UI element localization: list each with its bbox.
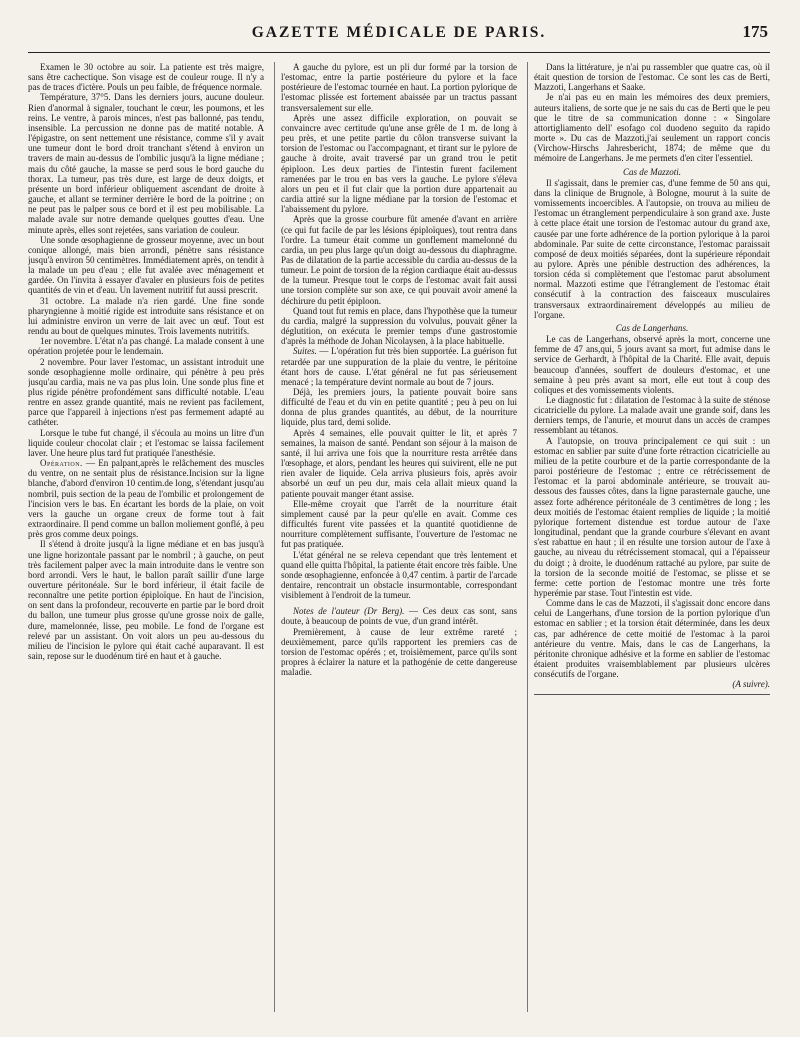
paragraph: Une sonde œsophagienne de grosseur moyenne, avec un bout conique allongé, mais bien arrondi, pénètre sans résistance jusqu'à environ 50 centimètres. Immédiatement après, on tendit à la malade un peu d'eau ; elle fut avalée avec ménagement et gardée. On l'invita à essayer d'avaler en plusieurs fois de petites quantités de vin et d'eau. Un lavement nutritif fut aussi prescrit. (28, 234, 264, 296)
paragraph: Opération. — En palpant,après le relâchement des muscles du ventre, on ne sentait plus de résistance.Incision sur la ligne blanche, d'abord d'environ 10 centim.de long, s'étendant jusqu'au nombril, puis section de la peau de l'ombilic et prolongement de l'incision vers le bas. En écartant les bords de la plaie, on voit vers la gauche un organe creux de forme tout à fait extraordinaire. Il pend comme un ballon moliement gonflé, à peu près gros comme deux poings. (28, 458, 264, 540)
paragraph-text: Ces deux cas sont, sans doute, à beaucoup de points de vue, d'un grand intérêt. (281, 606, 517, 627)
paragraph-text: L'opération fut très bien supportée. La guérison fut retardée par une suppuration de la plaie du ventre, le péritoine étant hors de cause. L'état général ne fut pas sérieusement menacé ; la température devint normale au bout de 7 jours. (281, 346, 517, 387)
paragraph: Il s'agissait, dans le premier cas, d'une femme de 50 ans qui, dans la clinique de Brugnole, à Bologne, mourut à la suite de vomissements incoercibles. A l'autopsie, on trouva au milieu de l'estomac un étranglement perpendiculaire à son grand axe. Juste à cette place était une torsion de l'estomac autour du grand axe, causée par une forte adhérence de la portion pylorique à la paroi abdominale. Par suite de cette circonstance, l'estomac paraissait composé de deux moitiés séparées, dont la supérieure répondait au pylore. Après une pénible destruction des adhérences, la torsion céda si complètement que l'estomac parut absolument normal. Mazzoti estime que l'étranglement de l'estomac était consécutif à la contraction des faisceaux musculaires transversaux extraordinairement développés au milieu de l'organe. (534, 177, 770, 320)
column-rule (274, 62, 275, 1012)
section-label-suites: Suites. (293, 346, 317, 357)
paragraph: Il s'étend à droite jusqu'à la ligne médiane et en bas jusqu'à une ligne horizontale passant par le nombril ; à gauche, on peut très facilement palper avec la main introduite dans le ventre son bord arrondi. Vers le haut, le ballon paraît saillir d'une large ouverture péritonéale. Sur le bord inférieur, il était facile de reconnaître une petite portion épiploïque. En haut de l'incision, on sent dans la profondeur, recouverte en partie par le bord droit du ballon, une tumeur plus grosse qu'une grosse noix de galle, dure, mamelonnée, lisse, peu mobile. Le fond de l'organe est relevé par un assistant. On voit alors un peu au-dessous du milieu de l'incision le pylore qui était caché auparavant. Il est sain, repose sur le duodénum tiré en haut et à gauche. (28, 539, 264, 662)
paragraph: Elle-même croyait que l'arrêt de la nourriture était simplement causé par la peur qu'elle en avait. Comme ces difficultés furent vite passées et la quantité quotidienne de nourriture complètement suffisante, l'ouverture de l'estomac ne fut pas pratiquée. (281, 498, 517, 550)
paragraph: Quand tout fut remis en place, dans l'hypothèse que la tumeur du cardia, malgré la suppression du volvulus, pouvait gêner la déglutition, on exécuta le premier temps d'une gastrostomie d'après la méthode de Johan Nicolaysen, à la place habituelle. (281, 305, 517, 347)
paragraph: Suites. — L'opération fut très bien supportée. La guérison fut retardée par une suppuration de la plaie du ventre, le péritoine étant hors de cause. L'état général ne fut pas sérieusement menacé ; la température devint normale au bout de 7 jours. (281, 346, 517, 387)
text-columns (28, 62, 770, 1027)
paragraph: Le diagnostic fut : dilatation de l'estomac à la suite de sténose cicatricielle du pylore. La malade avait une grande soif, dans les derniers temps, de l'anurie, et mourut dans un accès de crampes ressemblant au tétanos. (534, 395, 770, 436)
paragraph: A gauche du pylore, est un pli dur formé par la torsion de l'estomac, entre la partie postérieure du pylore et la face postérieure de l'estomac tournée en haut. La portion pylorique de l'estomac plissée est fortement abaissée par un tractus passant transversalement sur elle. (281, 62, 517, 113)
paragraph: Je n'ai pas eu en main les mémoires des deux premiers, auteurs italiens, de sorte que je ne sais du cas de Berti que le peu que le titre de sa communication donne : « Singolare attortigliamento dell' esofago col duodeno seguito da rapido morte ». Du cas de Mazzoti,j'ai seulement un rapport concis (Virchow-Hirschs Jahresbericht, 1874; de même que du mémoire de Langerhans. Je me permets d'en citer l'essentiel. (534, 92, 770, 164)
paragraph: 2 novembre. Pour laver l'estomac, un assistant introduit une sonde œsophagienne molle ordinaire, qui pénètre à peu près jusqu'au cardia, mais ne va pas plus loin. Une sonde plus fine et plus rigide pénètre profondément sans difficulté notable. L'eau rentre en assez grande quantité, mais ne revient pas facilement, parce que l'appareil à injections n'est pas fermement adapté au cathéter. (28, 356, 264, 428)
paragraph: A l'autopsie, on trouva principalement ce qui suit : un estomac en sablier par suite d'une forte rétraction cicatricielle au milieu de la petite courbure et de la partie correspondante de la paroi postérieure de l'estomac ; entre ce rétrécissement de l'estomac et la paroi abdominale antérieure, se trouvait au-dessous des fausses côtes, dans la ligne parasternale gauche, une assez forte adhérence péritonéale de 3 centimètres de long ; les deux moitiés de l'estomac étaient remplies de liquide ; la moitié pylorique fortement distendue est tordue autour de l'axe longitudinal, pendant que la grande courbure s'élevant en avant s'est rabattue en haut ; il en résulte une torsion autour de l'axe à gauche, au niveau du rétrécissement stomacal, qui a l'épaisseur du doigt ; à droite, le duodénum rattaché au pylore, par suite de la torsion de la seconde moitié de l'estomac, se plisse et se ferme: cette portion de l'estomac montre une très forte hyperémie par stase. Tout l'intestin est vide. (534, 435, 770, 598)
column-rule (527, 62, 528, 1012)
paragraph: L'état général ne se releva cependant que très lentement et quand elle quitta l'hôpital, la patiente était encore très faible. Une sonde œsophagienne, enfoncée à 0,47 centim. à partir de l'arcade dentaire, rencontrait un obstacle insurmontable, correspondant visiblement à l'endroit de la tumeur. (281, 549, 517, 601)
paragraph: Le cas de Langerhans, observé après la mort, concerne une femme de 47 ans,qui, 5 jours avant sa mort, fut admise dans le service de Gerhardt, à l'hôpital de la Charité. Elle avait, depuis beaucoup d'années, souffert de douleurs d'estomac, et une semaine à peu près avant sa mort, elle eut tout à coup des coliques et des vomissements violents. (534, 334, 770, 395)
page-number: 175 (742, 22, 768, 41)
page-header (28, 18, 770, 53)
paragraph: Notes de l'auteur (Dr Berg). — Ces deux cas sont, sans doute, à beaucoup de points de vue, d'un grand intérêt. (281, 606, 517, 627)
column-middle (281, 62, 517, 1027)
paragraph: Température, 37°5. Dans les derniers jours, aucune douleur. Rien d'anormal à signaler, touchant le cœur, les poumons, et les reins. Le ventre, à parois minces, n'est pas ballonné, pas tendu, insensible. La percussion ne donne pas de matité notable. A l'épigastre, on sent nettement une résistance, comme s'il y avait une tumeur dont le bord droit tranchant s'étend à environ un travers de main au-dessus de l'ombilic jusqu'à la ligne médiane ; mais du côté gauche, la masse se perd sous le bord gauche du thorax. La tumeur, pas très dure, est large de deux doigts, et présente un bord inférieur obliquement ascendant de droite à gauche, et allant se terminer derrière le bord de la poitrine ; on ne peut pas le palper sous ce bord et il est peu mobilisable. La malade avale sur notre demande quelques gouttes d'eau. Une minute après, elles sont rejetées, sans variation de couleur. (28, 92, 264, 235)
paragraph: Après que la grosse courbure fût amenée d'avant en arrière (ce qui fut facile de par les lésions épiploïques), tout rentra dans l'ordre. La tumeur était comme un gonflement mamelonné du cardia, un peu plus large qu'un doigt au-dessous du diaphragme. Pas de dilatation de la partie accessible du cardia au-dessus de la tumeur. Le point de torsion de la région cardiaque était au-dessus de la tumeur. Presque tout le corps de l'estomac avait fait aussi une torsion complète sur son axe, ce qui pouvait avoir amené la déchirure du petit épiploon. (281, 214, 517, 306)
end-rule (534, 694, 770, 695)
paragraph: Dans la littérature, je n'ai pu rassembler que quatre cas, où il était question de torsion de l'estomac. Ce sont les cas de Berti, Mazzoti, Langerhans et Saake. (534, 62, 770, 93)
paragraph-text: En palpant,après le relâchement des muscles du ventre, on ne sentait plus de résistance.Incision sur la ligne blanche, d'abord d'environ 10 centim.de long, s'étendant jusqu'au nombril, puis section de la peau de l'ombilic et prolongement de l'incision vers le bas. En écartant les bords de la plaie, on voit vers la gauche un organe creux de forme tout à fait extraordinaire. Il pend comme un ballon moliement gonflé, à peu près gros comme deux poings. (28, 458, 264, 540)
paragraph: Premièrement, à cause de leur extrême rareté ; deuxièmement, parce qu'ils rapportent les premiers cas de torsion de l'estomac opérés ; et, troisièmement, parce qu'ils sont propres à éclairer la nature et la pathogénie de cette dangereuse maladie. (281, 626, 517, 678)
journal-title: GAZETTE MÉDICALE DE PARIS. (251, 24, 547, 41)
column-right (534, 62, 770, 1027)
paragraph: Après une assez difficile exploration, on pouvait se convaincre avec certitude qu'une anse grêle de 1 m. de long à peu près, et une petite partie du côlon transverse suivant la torsion de l'estomac ou l'accompagnant, et tirant sur le pylore de gauche à droite, avait traversé par un grand trou le petit épiploon. Les deux parties de l'intestin furent facilement ramenées par le trou en bas vers la gauche. Le pylore s'éleva alors un peu et il fut clair que la portion dure appartenait au cardia attiré sur la ligne médiane par la torsion de l'estomac et l'abaissement du pylore. (281, 112, 517, 215)
column-left (28, 62, 264, 1027)
paragraph: Après 4 semaines, elle pouvait quitter le lit, et après 7 semaines, la maison de santé. Pendant son séjour à la maison de santé, il lui arriva une fois que la nourriture resta arrêtée dans l'œsophage, et alors, pendant les heures qui suivirent, elle ne put rien avaler de liquide. Cela arriva plusieurs fois, après avoir absorbé un œuf un peu dur, mais cela allait mieux quand la patiente pouvait manger étant assise. (281, 427, 517, 499)
paragraph: Examen le 30 octobre au soir. La patiente est très maigre, sans être cachectique. Son visage est de couleur rouge. Il n'y a pas de traces d'ictère. Pouls un peu faible, de fréquence normale. (28, 62, 264, 93)
paragraph: Lorsque le tube fut changé, il s'écoula au moins un litre d'un liquide couleur chocolat clair ; et l'estomac se laissa facilement laver. Une heure plus tard fut pratiquée l'anesthésie. (28, 427, 264, 458)
paragraph: Comme dans le cas de Mazzoti, il s'agissait donc encore dans celui de Langerhans, d'une torsion de la portion pylorique d'un estomac en sablier ; et la torsion était déterminée, dans les deux cas, par adhérence de cette moitié de l'estomac à la paroi antérieure du ventre. Mais, dans le cas de Langerhans, la péritonite chronique adhésive et la forme en sablier de l'estomac étaient produites vraisemblablement par plusieurs ulcères consécutifs de l'organe. (534, 598, 770, 680)
section-label-operation: Opération. (40, 458, 83, 469)
paragraph: 1er novembre. L'état n'a pas changé. La malade consent à une opération projetée pour le lendemain. (28, 336, 264, 357)
subheading-mazzoti: Cas de Mazzoti. (622, 166, 682, 177)
section-label-notes: Notes de l'auteur (Dr Berg). (293, 606, 405, 617)
subheading-langerhans: Cas de Langerhans. (615, 322, 689, 333)
paragraph: 31 octobre. La malade n'a rien gardé. Une fine sonde pharyngienne à moitié rigide est introduite sans résistance et on lui administre environ un verre de lait avec un œuf. Tout est rendu au bout de quelques minutes. Trois lavements nutritifs. (28, 295, 264, 337)
a-suivre-note: (A suivre). (732, 679, 770, 690)
paragraph: Déjà, les premiers jours, la patiente pouvait boire sans difficulté de l'eau et du vin en petite quantité ; peu à peu on lui donna de plus grandes quantités, au début, de la nourriture liquide, plus tard, demi solide. (281, 387, 517, 428)
